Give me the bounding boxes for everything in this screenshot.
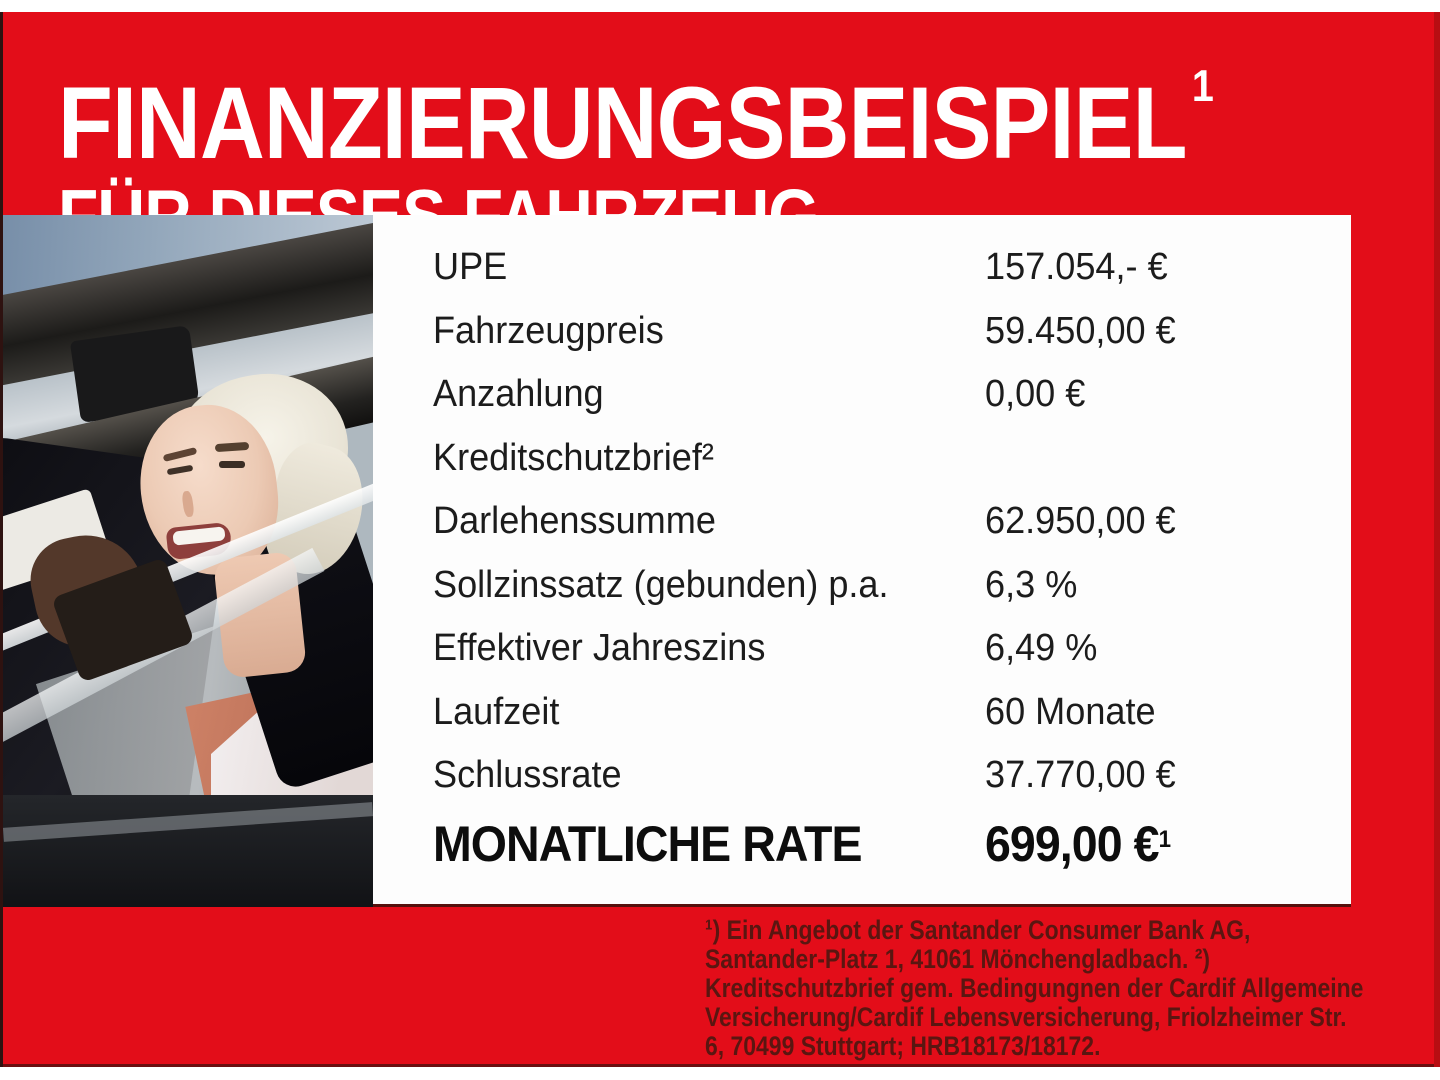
row-label: Anzahlung (433, 373, 604, 416)
table-row (373, 427, 1351, 491)
table-row (373, 681, 1351, 745)
table-row (373, 300, 1351, 364)
monthly-rate-label: MONATLICHE RATE (433, 816, 862, 872)
row-value: 60 Monate (985, 690, 1156, 733)
footnote-line: Kreditschutzbrief gem. Bedingungnen der Cardif Allgemeine (705, 973, 1364, 1003)
row-label: UPE (433, 246, 508, 289)
row-value: 157.054,- € (985, 246, 1168, 289)
row-value: 6,3 % (985, 563, 1078, 606)
monthly-rate-amount: 699,00 € (985, 816, 1159, 872)
row-value: 0,00 € (985, 373, 1086, 416)
footnote-line: ¹) Ein Angebot der Santander Consumer Bank AG, (705, 915, 1251, 945)
table-row (373, 363, 1351, 427)
table-row (373, 617, 1351, 681)
row-label: Laufzeit (433, 690, 560, 733)
page-title-text: FINANZIERUNGSBEISPIEL (58, 66, 1187, 181)
footnote-line: Versicherung/Cardif Lebensversicherung, Friolzheimer Str. (705, 1002, 1347, 1032)
monthly-rate-footnote-marker: 1 (1158, 826, 1171, 853)
row-label: Fahrzeugpreis (433, 309, 664, 352)
photo-eye-right (219, 461, 245, 468)
table-row (373, 236, 1351, 300)
row-value: 59.450,00 € (985, 309, 1176, 352)
row-value: 37.770,00 € (985, 754, 1176, 797)
table-row (373, 554, 1351, 618)
row-label: Sollzinssatz (gebunden) p.a. (433, 563, 889, 606)
row-value: 62.950,00 € (985, 500, 1176, 543)
page-title (58, 34, 1213, 181)
row-value: 6,49 % (985, 627, 1098, 670)
footnote-line: 6, 70499 Stuttgart; HRB18173/18172. (705, 1031, 1101, 1061)
finance-panel (373, 215, 1351, 907)
legal-footnote (705, 916, 1385, 1061)
row-label: Effektiver Jahreszins (433, 627, 766, 670)
row-label: Kreditschutzbrief² (433, 436, 714, 479)
finance-table (373, 236, 1351, 808)
footnote-line: Santander-Platz 1, 41061 Mönchengladbach. ²) (705, 944, 1211, 974)
row-label: Darlehenssumme (433, 500, 716, 543)
monthly-rate-value (985, 815, 1170, 873)
vehicle-photo (3, 215, 373, 907)
monthly-rate-row (373, 815, 1351, 890)
table-row (373, 490, 1351, 554)
row-label: Schlussrate (433, 754, 622, 797)
table-row (373, 744, 1351, 808)
page-title-footnote-marker: 1 (1191, 60, 1213, 111)
right-edge-line (1434, 12, 1440, 1067)
